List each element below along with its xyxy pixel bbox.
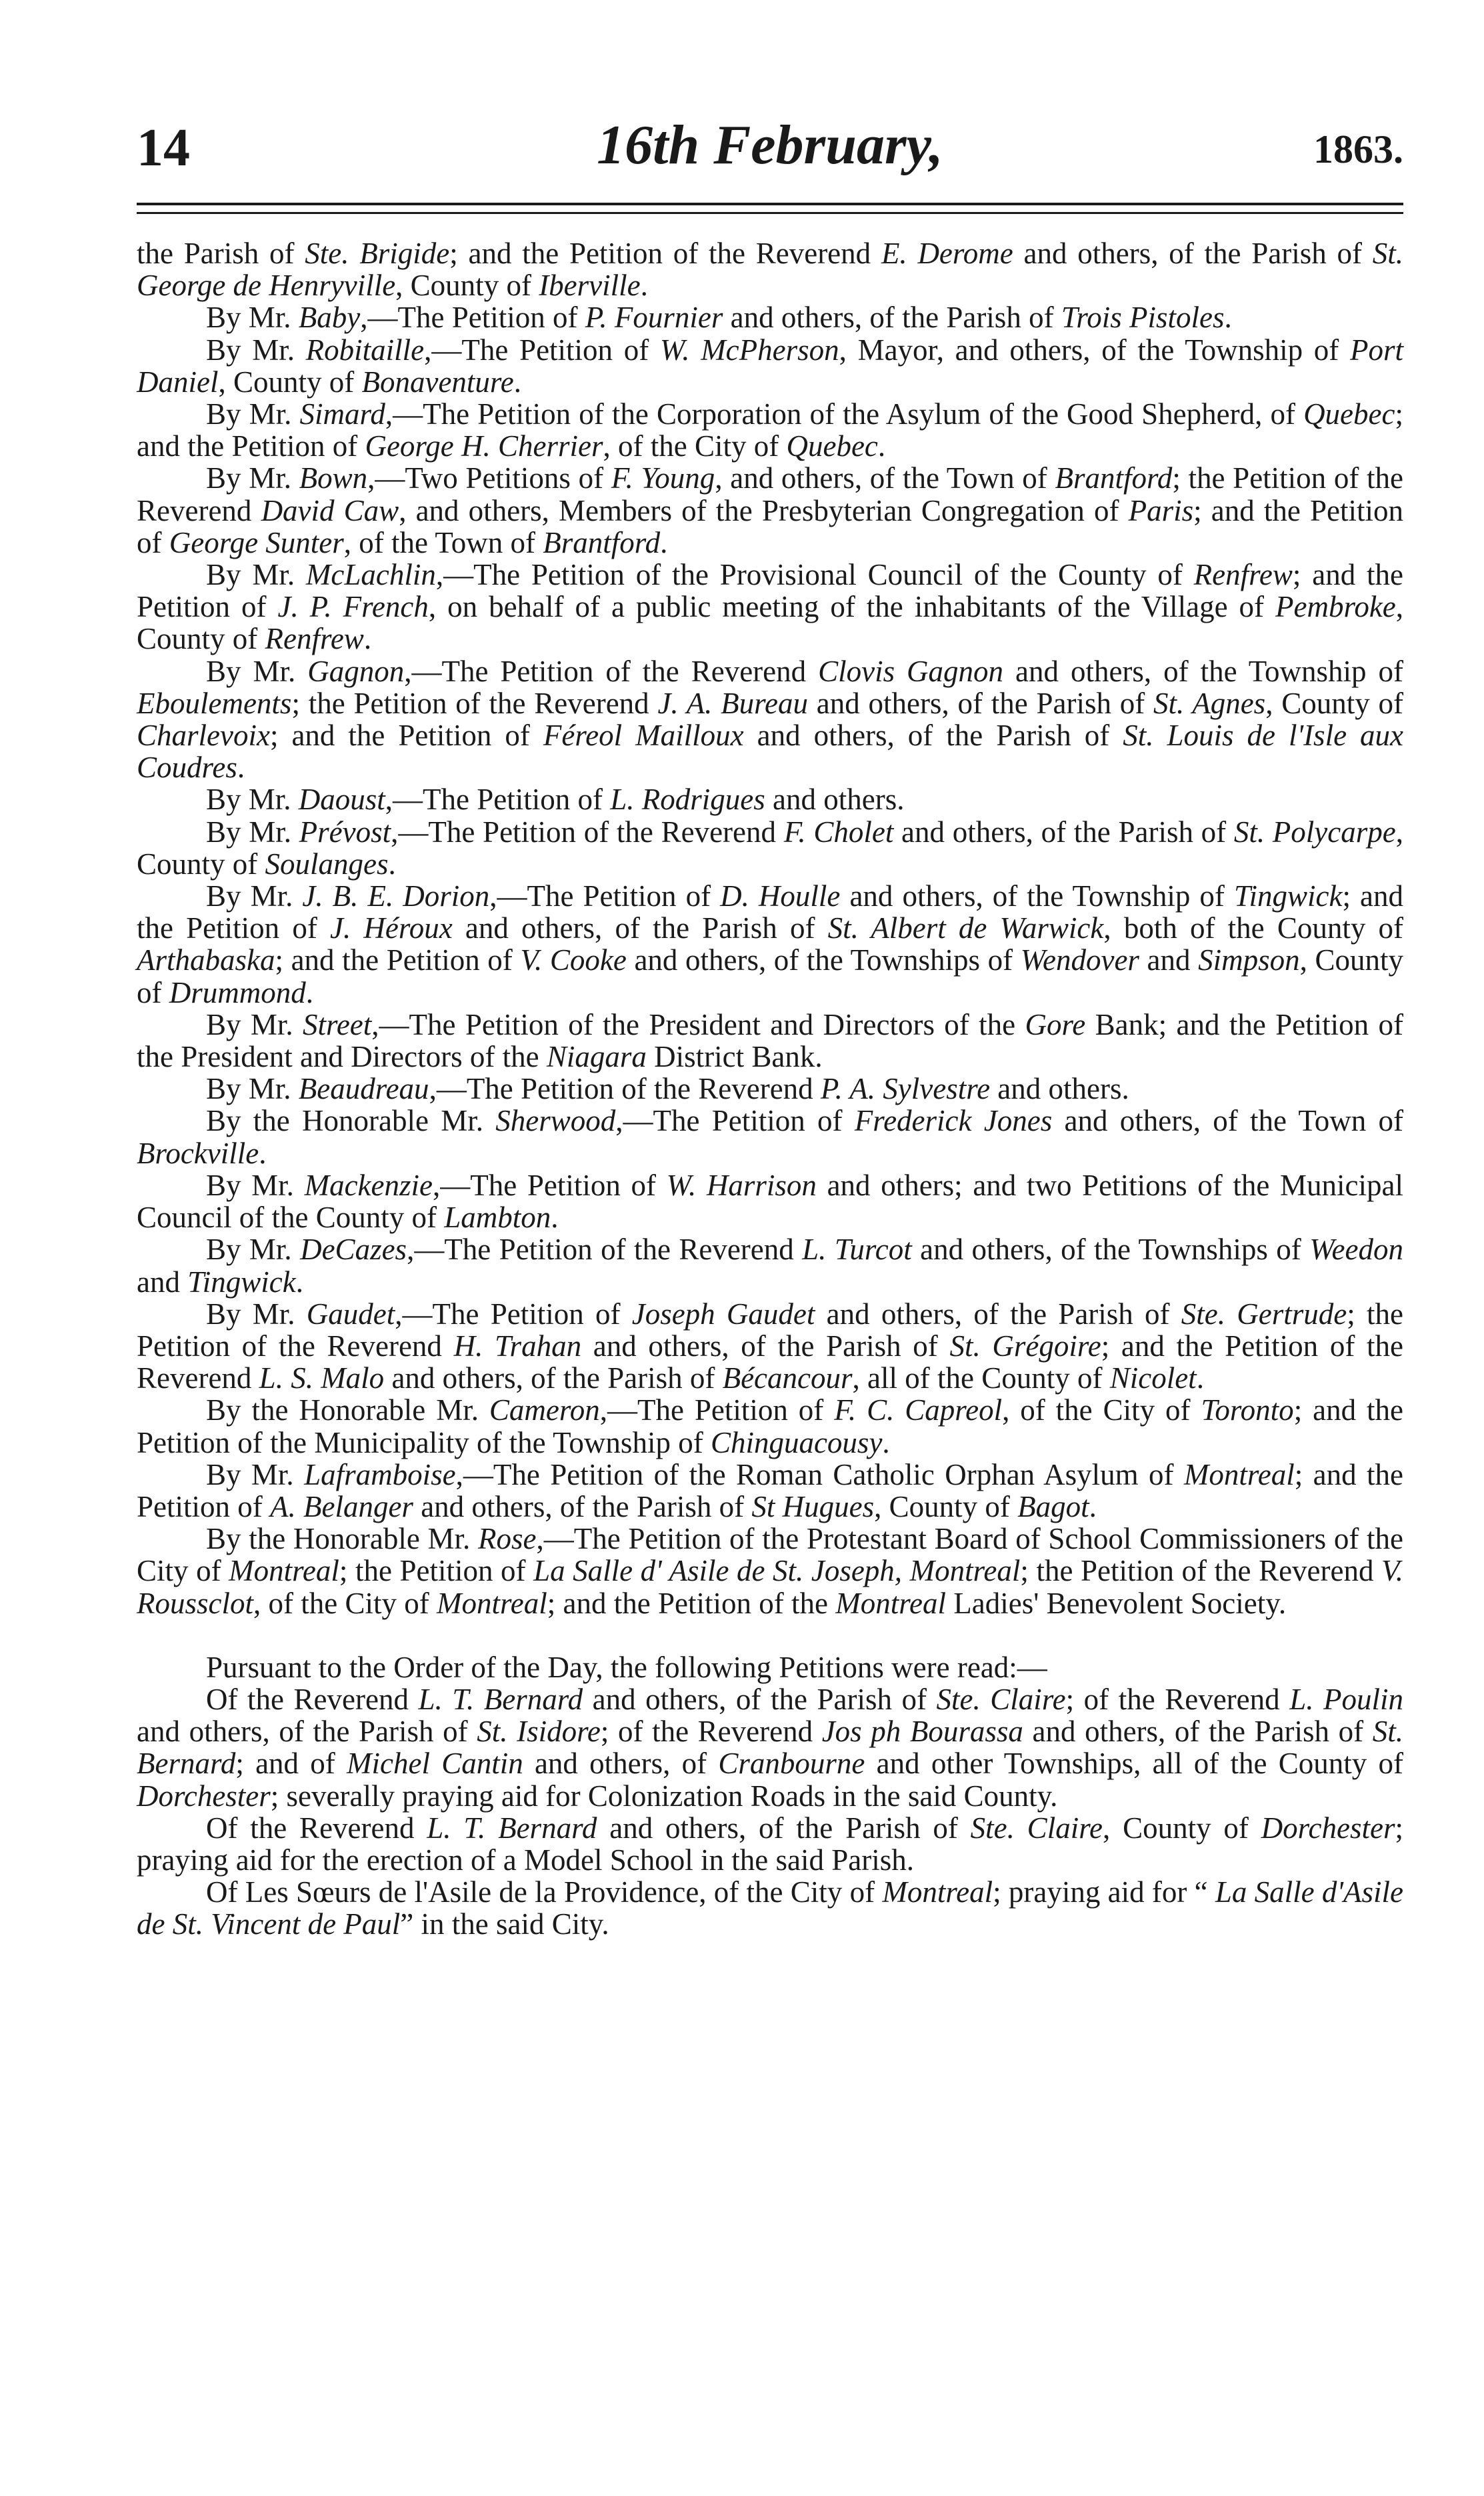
paragraph: By Mr. Simard,—The Petition of the Corporation of the Asylum of the Good Shepherd, of Quebec; and the Petition of George H. Cherrier, of the City of Quebec. xyxy=(137,397,1403,463)
paragraph: By Mr. Daoust,—The Petition of L. Rodrigues and others. xyxy=(206,783,905,817)
journal-body xyxy=(137,237,1403,1941)
header-year: 1863. xyxy=(1313,127,1403,171)
paragraph: By the Honorable Mr. Sherwood,—The Petition of Frederick Jones and others, of the Town of Brockville. xyxy=(137,1104,1403,1170)
paragraph: By Mr. Gagnon,—The Petition of the Reverend Clovis Gagnon and others, of the Township of Eboulements; the Petition of the Reverend J. A. Bureau and others, of the Parish of St. Agnes, County of Charlevoix; and the Petition of Féreol Mailloux and others, of the Parish of St. Louis de l'Isle aux Coudres. xyxy=(137,654,1404,785)
paragraph: Of the Reverend L. T. Bernard and others, of the Parish of Ste. Claire; of the Reverend L. Poulin and others, of the Parish of St. Isidore; of the Reverend Jos ph Bourassa and others, of the Parish of St. Bernard; and of Michel Cantin and others, of Cranbourne and other Townships, all of the County of Dorchester; severally praying aid for Colonization Roads in the said County. xyxy=(137,1682,1403,1813)
paragraph: the Parish of Ste. Brigide; and the Petition of the Reverend E. Derome and others, of the Parish of St. George de Henryville, County of Iberville. xyxy=(137,237,1403,303)
paragraph: By Mr. Street,—The Petition of the President and Directors of the Gore Bank; and the Petition of the President and Directors of the Niagara District Bank. xyxy=(137,1007,1403,1074)
paragraph: By Mr. J. B. E. Dorion,—The Petition of D. Houlle and others, of the Township of Tingwick; and the Petition of J. Héroux and others, of the Parish of St. Albert de Warwick, both of the County of Arthabaska; and the Petition of V. Cooke and others, of the Townships of Wendover and Simpson, County of Drummond. xyxy=(137,879,1403,1009)
paragraph: By the Honorable Mr. Cameron,—The Petition of F. C. Capreol, of the City of Toronto; and the Petition of the Municipality of the Township of Chinguacousy. xyxy=(137,1393,1403,1459)
header-rule-top xyxy=(137,203,1403,205)
header-rule-bottom xyxy=(137,212,1403,214)
paragraph: By Mr. McLachlin,—The Petition of the Provisional Council of the County of Renfrew; and the Petition of J. P. French, on behalf of a public meeting of the inhabitants of the Village of Pembroke, County of Renfrew. xyxy=(137,558,1404,656)
header-date: 16th February, xyxy=(597,114,943,176)
paragraph: By Mr. Mackenzie,—The Petition of W. Harrison and others; and two Petitions of the Municipal Council of the County of Lambton. xyxy=(137,1168,1403,1235)
paragraph: By the Honorable Mr. Rose,—The Petition of the Protestant Board of School Commissioners of the City of Montreal; the Petition of La Salle d' Asile de St. Joseph, Montreal; the Petition of the Reverend V. Roussclot, of the City of Montreal; and the Petition of the Montreal Ladies' Benevolent Society. xyxy=(137,1522,1403,1620)
paragraph: Of the Reverend L. T. Bernard and others, of the Parish of Ste. Claire, County of Dorchester; praying aid for the erection of a Model School in the said Parish. xyxy=(137,1811,1403,1877)
paragraph: By Mr. Bown,—Two Petitions of F. Young, and others, of the Town of Brantford; the Petition of the Reverend David Caw, and others, Members of the Presbyterian Congregation of Paris; and the Petition of George Sunter, of the Town of Brantford. xyxy=(137,461,1403,559)
paragraph: Pursuant to the Order of the Day, the following Petitions were read:— xyxy=(206,1650,1047,1684)
paragraph: By Mr. Laframboise,—The Petition of the Roman Catholic Orphan Asylum of Montreal; and the Petition of A. Belanger and others, of the Parish of St Hugues, County of Bagot. xyxy=(137,1457,1404,1523)
paragraph: By Mr. Beaudreau,—The Petition of the Reverend P. A. Sylvestre and others. xyxy=(206,1072,1129,1106)
paragraph: By Mr. DeCazes,—The Petition of the Reverend L. Turcot and others, of the Townships of Weedon and Tingwick. xyxy=(137,1233,1404,1299)
paragraph: By Mr. Gaudet,—The Petition of Joseph Gaudet and others, of the Parish of Ste. Gertrude; the Petition of the Reverend H. Trahan and others, of the Parish of St. Grégoire; and the Petition of the Reverend L. S. Malo and others, of the Parish of Bécancour, all of the County of Nicolet. xyxy=(137,1297,1403,1395)
running-header xyxy=(137,112,1403,185)
paragraph: By Mr. Baby,—The Petition of P. Fournier and others, of the Parish of Trois Pistoles. xyxy=(206,301,1232,335)
page-number: 14 xyxy=(137,119,190,177)
paragraph: Of Les Sœurs de l'Asile de la Providence, of the City of Montreal; praying aid for “ La Salle d'Asile de St. Vincent de Paul” in the said City. xyxy=(137,1875,1403,1941)
paragraph: By Mr. Robitaille,—The Petition of W. McPherson, Mayor, and others, of the Township of Port Daniel, County of Bonaventure. xyxy=(137,333,1403,399)
paragraph: By Mr. Prévost,—The Petition of the Reverend F. Cholet and others, of the Parish of St. Polycarpe, County of Soulanges. xyxy=(137,815,1403,881)
